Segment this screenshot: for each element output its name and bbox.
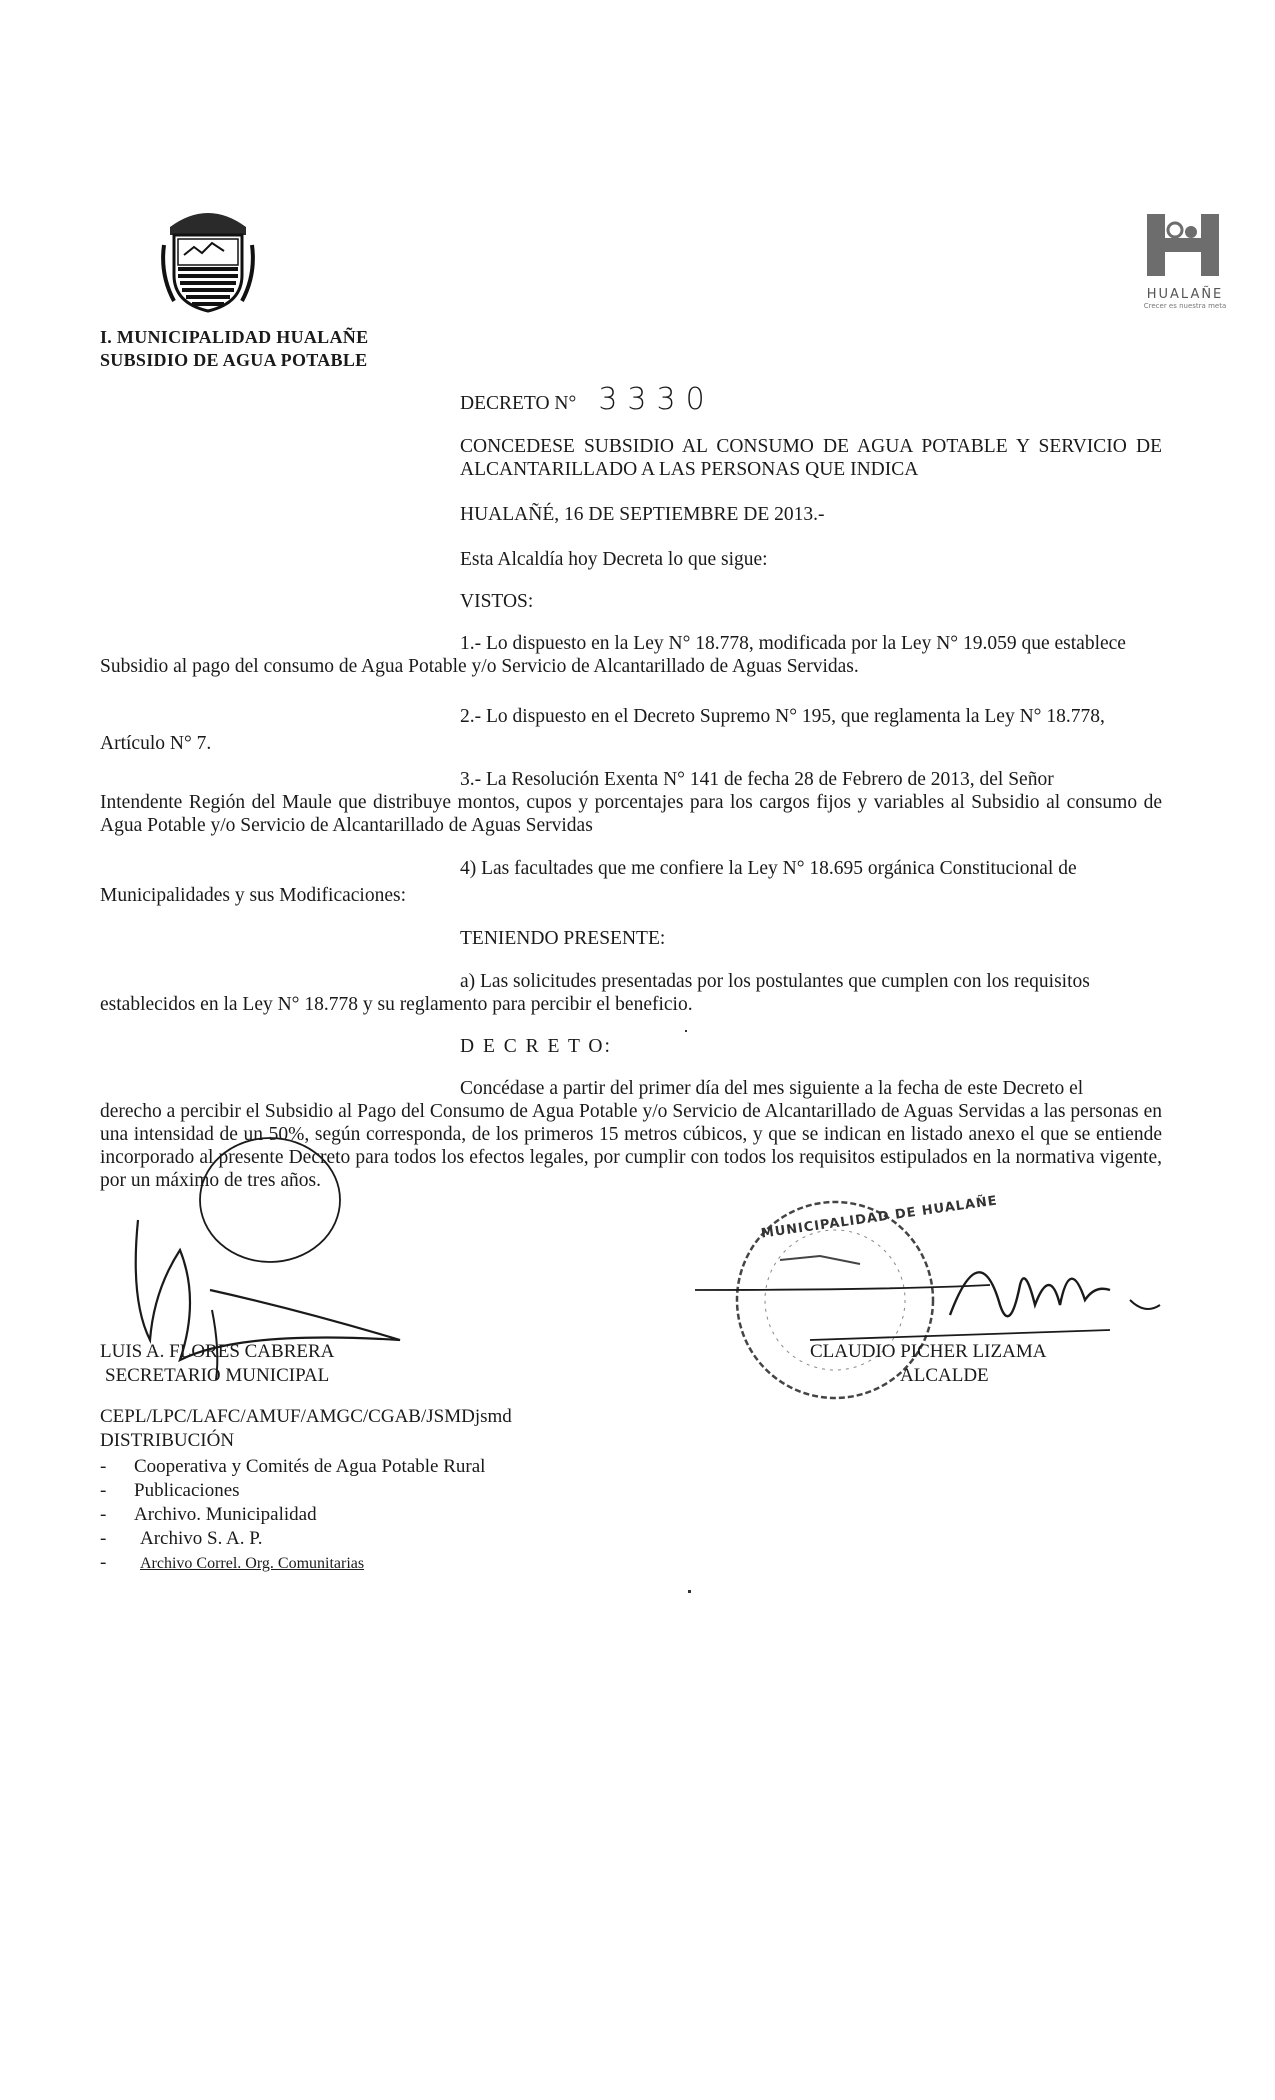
logo-name: HUALAÑE xyxy=(1146,287,1224,302)
visto-2-lead: 2.- Lo dispuesto en el Decreto Supremo N° 195, que reglamenta la Ley N° 18.778, xyxy=(460,706,1105,727)
list-item-label: Archivo Correl. Org. Comunitarias xyxy=(140,1555,365,1572)
teniendo-lead: a) Las solicitudes presentadas por los postulantes que cumplen con los requisitos xyxy=(460,971,1090,992)
visto-4-lead: 4) Las facultades que me confiere la Ley N° 18.695 orgánica Constitucional de xyxy=(460,858,1077,879)
scan-speck xyxy=(688,1590,691,1593)
list-item-label: Archivo S. A. P. xyxy=(140,1528,263,1549)
visto-1-rest: Subsidio al pago del consumo de Agua Potable y/o Servicio de Alcantarillado de Aguas Servidas. xyxy=(100,656,859,677)
distribution-list xyxy=(98,1455,485,1576)
municipal-crest-logo xyxy=(160,205,256,313)
visto-item-3 xyxy=(100,768,1162,837)
hualane-h-icon xyxy=(1145,210,1225,280)
visto-1-lead: 1.- Lo dispuesto en la Ley N° 18.778, modificada por la Ley N° 19.059 que establece xyxy=(460,633,1126,654)
visto-item-1 xyxy=(100,632,1162,678)
municipality-name: I. MUNICIPALIDAD HUALAÑE xyxy=(100,327,369,347)
list-item: - Publicaciones xyxy=(98,1479,485,1503)
teniendo-rest: establecidos en la Ley N° 18.778 y su reglamento para percibir el beneficio. xyxy=(100,994,693,1015)
visto-item-2 xyxy=(100,705,1162,755)
decree-number: 3330 xyxy=(598,382,715,417)
visto-3-lead: 3.- La Resolución Exenta N° 141 de fecha 28 de Febrero de 2013, del Señor xyxy=(460,769,1054,790)
stamp-text: MUNICIPALIDAD DE HUALAÑE xyxy=(760,1193,999,1242)
decreto-lead: Concédase a partir del primer día del mes siguiente a la fecha de este Decreto el xyxy=(460,1078,1084,1099)
scan-speck xyxy=(685,1030,687,1032)
mayor-name: CLAUDIO PICHER LIZAMA xyxy=(810,1341,1047,1362)
mayor-title: ALCALDE xyxy=(900,1365,989,1386)
decree-heading xyxy=(460,382,715,417)
distribution-title: DISTRIBUCIÓN xyxy=(100,1430,235,1451)
department-name: SUBSIDIO DE AGUA POTABLE xyxy=(100,350,368,370)
teniendo-item xyxy=(100,970,1162,1016)
visto-item-4 xyxy=(100,857,1162,907)
place-date: HUALAÑÉ, 16 DE SEPTIEMBRE DE 2013.- xyxy=(460,504,825,525)
list-item xyxy=(98,1527,485,1551)
visto-2-rest: Artículo N° 7. xyxy=(100,733,212,754)
teniendo-title: TENIENDO PRESENTE: xyxy=(460,928,666,949)
secretary-title: SECRETARIO MUNICIPAL xyxy=(105,1365,330,1386)
decree-label: DECRETO N° xyxy=(460,393,577,414)
visto-4-rest: Municipalidades y sus Modificaciones: xyxy=(100,885,406,906)
hualane-brand-logo xyxy=(1125,210,1245,320)
visto-3-rest: Intendente Región del Maule que distribuye montos, cupos y porcentajes para los cargos fijos y variables al Subsidio al consumo de Agua Potable y/o Servicio de Alcantarillado de Aguas Servidas xyxy=(100,792,1162,836)
initials-line: CEPL/LPC/LAFC/AMUF/AMGC/CGAB/JSMDjsmd xyxy=(100,1406,512,1427)
list-item xyxy=(98,1551,485,1576)
decreto-rest: derecho a percibir el Subsidio al Pago del Consumo de Agua Potable y/o Servicio de Alcantarillado de Aguas Servidas a las personas en una intensidad de un 50%, según corresponda, de los primeros 15 metros cúbicos, y que se indican en listado anexo el que se entiende incorporado al presente Decreto para todos los efectos legales, por cumplir con todos los requisitos estipulados en la normativa vigente, por un máximo de tres años. xyxy=(100,1101,1162,1191)
decree-intro: Esta Alcaldía hoy Decreta lo que sigue: xyxy=(460,549,768,570)
list-item: - Archivo. Municipalidad xyxy=(98,1503,485,1527)
decreto-title: D E C R E T O: xyxy=(460,1036,612,1057)
secretary-name: LUIS A. FLORES CABRERA xyxy=(100,1341,335,1362)
list-item: - Cooperativa y Comités de Agua Potable Rural xyxy=(98,1455,485,1479)
decree-subject: CONCEDESE SUBSIDIO AL CONSUMO DE AGUA POTABLE Y SERVICIO DE ALCANTARILLADO A LAS PERSONAS QUE INDICA xyxy=(460,436,1162,480)
logo-tagline: Crecer es nuestra meta xyxy=(1143,302,1227,310)
mayor-signature xyxy=(690,1245,1170,1355)
vistos-title: VISTOS: xyxy=(460,591,534,612)
